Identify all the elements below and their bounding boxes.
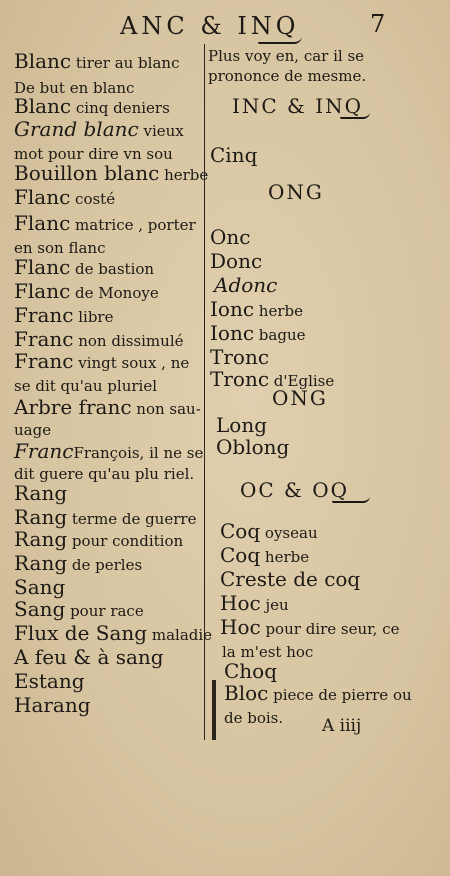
headword: Ionc (210, 297, 255, 321)
left-entry (14, 528, 183, 552)
headword: Blanc (14, 49, 72, 73)
headword: Bloc (224, 681, 269, 705)
gloss: matrice , porter (70, 216, 196, 234)
headword: Flux de Sang (14, 621, 148, 645)
gloss: dit guere qu'au plu riel. (14, 465, 195, 483)
signature-mark: A iiij (322, 716, 362, 736)
right-entry (220, 568, 360, 591)
heading-flourish (332, 496, 370, 503)
title-flourish (258, 36, 302, 44)
gloss: herbe (159, 166, 209, 184)
right-entry (210, 298, 303, 322)
gloss: jeu (260, 596, 289, 614)
gloss: pour race (65, 602, 144, 620)
headword: Harang (14, 693, 91, 717)
gloss: De but en blanc (14, 79, 135, 97)
left-entry (14, 256, 154, 280)
headword: Franc (14, 439, 74, 463)
gloss: maladie (147, 626, 213, 644)
left-entry (14, 482, 67, 505)
right-entry (216, 436, 289, 459)
gloss: non dissimulé (73, 332, 184, 350)
headword: Hoc (220, 591, 261, 615)
gloss: de perles (67, 556, 143, 574)
headword: A feu & à sang (14, 645, 164, 669)
section-heading: ONG (272, 386, 328, 410)
gloss: François, il ne se (73, 444, 204, 462)
headword: Rang (14, 527, 68, 551)
left-entry (14, 186, 115, 210)
gloss: pour condition (67, 532, 184, 550)
headword: Rang (14, 505, 68, 529)
section-heading: OC & OQ (240, 478, 350, 502)
headword: Cinq (210, 143, 258, 167)
right-entry (220, 592, 289, 616)
headword: Tronc (210, 345, 270, 369)
right-entry (210, 368, 334, 392)
right-entry (216, 414, 267, 437)
right-entry (220, 520, 318, 544)
heading-flourish (340, 112, 370, 119)
headword: Adonc (214, 273, 278, 297)
headword: Franc (14, 327, 74, 351)
continuation-line (208, 64, 366, 87)
running-head-title: ANC & INQ (120, 12, 300, 40)
headword: Donc (210, 249, 263, 273)
gloss: prononce de mesme. (208, 67, 367, 85)
headword: Rang (14, 551, 68, 575)
gloss: herbe (254, 302, 303, 320)
gloss: vieux (138, 122, 184, 140)
headword: Creste de coq (220, 567, 361, 591)
left-entry (14, 50, 179, 74)
headword: Flanc (14, 185, 71, 209)
left-entry (14, 552, 142, 576)
left-entry (14, 576, 65, 599)
left-entry (14, 162, 208, 186)
gloss: de bois. (224, 709, 284, 727)
headword: Flanc (14, 255, 71, 279)
headword: Ionc (210, 321, 255, 345)
gloss: pour dire seur, ce (260, 620, 400, 638)
left-entry (14, 118, 184, 142)
gloss: vingt soux , ne (73, 354, 190, 372)
headword: Franc (14, 349, 74, 373)
right-entry (224, 660, 277, 683)
right-entry (210, 250, 262, 273)
gloss: herbe (260, 548, 310, 566)
left-entry (14, 374, 157, 397)
gloss: uage (14, 421, 52, 439)
left-entry (14, 622, 212, 646)
right-entry (224, 706, 283, 729)
left-entry (14, 280, 159, 304)
headword: Arbre franc (14, 395, 132, 419)
headword: Flanc (14, 279, 71, 303)
gloss: la m'est hoc (222, 643, 314, 661)
headword: Estang (14, 669, 85, 693)
right-entry (210, 144, 257, 167)
section-heading: ONG (268, 180, 324, 204)
gloss: libre (73, 308, 114, 326)
section-heading: INC & INQ (232, 94, 364, 118)
gloss: Plus voy en, car il se (208, 47, 365, 65)
running-header (0, 10, 450, 42)
headword: Sang (14, 597, 66, 621)
headword: Bouillon blanc (14, 161, 160, 185)
gloss: de Monoye (70, 284, 159, 302)
left-entry (14, 304, 113, 328)
left-entry (14, 670, 85, 693)
headword: Oblong (216, 435, 290, 459)
gloss: bague (254, 326, 306, 344)
gloss: se dit qu'au pluriel (14, 377, 157, 395)
right-entry (214, 274, 277, 297)
left-entry (14, 95, 170, 119)
gloss: mot pour dire vn sou (14, 145, 173, 163)
headword: Onc (210, 225, 251, 249)
gloss: tirer au blanc (71, 54, 180, 72)
headword: Choq (224, 659, 278, 683)
gloss: en son flanc (14, 239, 106, 257)
left-entry (14, 598, 144, 622)
gloss: de bastion (70, 260, 155, 278)
left-entry (14, 440, 203, 464)
gloss: non sau- (131, 400, 201, 418)
left-entry (14, 396, 201, 420)
gloss: piece de pierre ou (268, 686, 412, 704)
gloss: costé (70, 190, 116, 208)
page-number: 7 (370, 10, 386, 38)
right-entry (210, 322, 305, 346)
left-entry (14, 212, 196, 236)
right-entry (210, 226, 250, 249)
left-entry (14, 418, 51, 441)
headword: Tronc (210, 367, 270, 391)
gloss: d'Eglise (269, 372, 335, 390)
gloss: terme de guerre (67, 510, 197, 528)
headword: Sang (14, 575, 66, 599)
gloss: cinq deniers (71, 99, 170, 117)
right-entry (224, 682, 412, 706)
headword: Flanc (14, 211, 71, 235)
headword: Hoc (220, 615, 261, 639)
headword: Grand blanc (14, 117, 139, 141)
left-entry (14, 694, 91, 717)
gloss: oyseau (260, 524, 318, 542)
left-entry (14, 646, 164, 669)
headword: Coq (220, 543, 261, 567)
right-entry (220, 544, 309, 568)
headword: Coq (220, 519, 261, 543)
right-entry (220, 616, 399, 640)
left-entry (14, 350, 189, 374)
right-entry (210, 346, 269, 369)
headword: Franc (14, 303, 74, 327)
headword: Long (216, 413, 268, 437)
headword: Blanc (14, 94, 72, 118)
headword: Rang (14, 481, 68, 505)
column-rule-mark (212, 680, 216, 740)
